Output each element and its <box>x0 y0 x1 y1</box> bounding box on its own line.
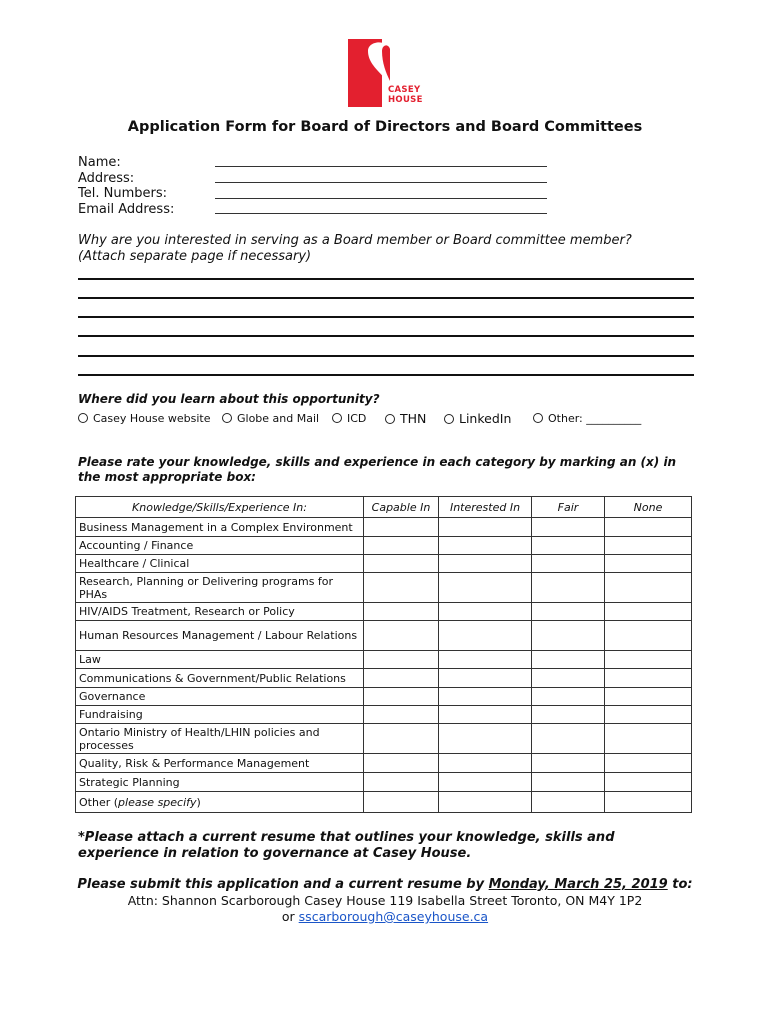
rating-cell-none[interactable] <box>605 773 692 792</box>
deadline-date: Monday, March 25, 2019 <box>488 877 668 892</box>
rating-cell-interested[interactable] <box>439 792 532 813</box>
rating-cell-none[interactable] <box>605 518 692 537</box>
option-globe-and-mail[interactable]: Globe and Mail <box>222 412 319 425</box>
option-thn[interactable]: THN <box>385 411 426 426</box>
rating-cell-interested[interactable] <box>439 773 532 792</box>
rating-cell-fair[interactable] <box>532 792 605 813</box>
interest-question-note: (Attach separate page if necessary) <box>78 249 312 264</box>
category-label: Ontario Ministry of Health/LHIN policies and processes <box>76 724 364 754</box>
logo-wordmark: CASEY HOUSE <box>388 85 423 105</box>
table-row <box>76 518 692 537</box>
radio-circle-icon <box>533 413 543 423</box>
answer-line[interactable] <box>78 278 694 280</box>
rating-cell-none[interactable] <box>605 603 692 621</box>
category-label: Other (please specify) <box>76 792 364 813</box>
header-knowledge: Knowledge/Skills/Experience In: <box>76 497 364 518</box>
rating-cell-interested[interactable] <box>439 555 532 573</box>
radio-circle-icon <box>444 414 454 424</box>
email-field[interactable] <box>215 213 547 214</box>
rating-cell-none[interactable] <box>605 573 692 603</box>
rating-cell-fair[interactable] <box>532 518 605 537</box>
email-label: Email Address: <box>78 202 175 217</box>
table-row <box>76 621 692 651</box>
table-row <box>76 537 692 555</box>
table-header-row <box>76 497 692 518</box>
table-row <box>76 706 692 724</box>
rating-cell-none[interactable] <box>605 537 692 555</box>
table-row <box>76 555 692 573</box>
rating-cell-interested[interactable] <box>439 518 532 537</box>
tel-field[interactable] <box>215 198 547 199</box>
rating-cell-capable[interactable] <box>364 651 439 669</box>
rating-cell-interested[interactable] <box>439 621 532 651</box>
rating-cell-none[interactable] <box>605 621 692 651</box>
category-label: Accounting / Finance <box>76 537 364 555</box>
category-label: Governance <box>76 688 364 706</box>
rating-cell-none[interactable] <box>605 688 692 706</box>
mailing-address: Attn: Shannon Scarborough Casey House 119 Isabella Street Toronto, ON M4Y 1P2 <box>127 893 643 908</box>
option-linkedin[interactable]: LinkedIn <box>444 411 511 426</box>
name-label: Name: <box>78 155 121 170</box>
table-row <box>76 724 692 754</box>
rating-cell-interested[interactable] <box>439 537 532 555</box>
header-fair: Fair <box>532 497 605 518</box>
form-title: Application Form for Board of Directors and Board Committees <box>127 119 643 135</box>
table-row <box>76 773 692 792</box>
rating-cell-capable[interactable] <box>364 773 439 792</box>
category-label: Strategic Planning <box>76 773 364 792</box>
email-contact: or sscarborough@caseyhouse.ca <box>281 909 489 924</box>
rating-cell-fair[interactable] <box>532 537 605 555</box>
rating-cell-interested[interactable] <box>439 573 532 603</box>
learn-question: Where did you learn about this opportunity? <box>78 392 380 406</box>
rating-cell-interested[interactable] <box>439 688 532 706</box>
rating-cell-interested[interactable] <box>439 603 532 621</box>
table-row <box>76 792 692 813</box>
rating-table <box>75 496 692 813</box>
rating-cell-none[interactable] <box>605 754 692 773</box>
header-capable: Capable In <box>364 497 439 518</box>
rating-cell-interested[interactable] <box>439 706 532 724</box>
answer-line[interactable] <box>78 355 694 357</box>
header-interested: Interested In <box>439 497 532 518</box>
rating-cell-capable[interactable] <box>364 669 439 688</box>
option-other[interactable]: Other: __________ <box>533 412 641 425</box>
rating-cell-fair[interactable] <box>532 621 605 651</box>
name-field[interactable] <box>215 166 547 167</box>
rating-cell-capable[interactable] <box>364 792 439 813</box>
table-row <box>76 754 692 773</box>
category-label: Healthcare / Clinical <box>76 555 364 573</box>
resume-note: *Please attach a current resume that outlines your knowledge, skills and experience in relation to governance at Casey House. <box>78 830 615 861</box>
answer-line[interactable] <box>78 316 694 318</box>
rating-cell-fair[interactable] <box>532 651 605 669</box>
category-label: Law <box>76 651 364 669</box>
rating-cell-fair[interactable] <box>532 573 605 603</box>
rating-cell-interested[interactable] <box>439 754 532 773</box>
category-label: Research, Planning or Delivering programs for PHAs <box>76 573 364 603</box>
answer-line[interactable] <box>78 335 694 337</box>
rating-cell-fair[interactable] <box>532 754 605 773</box>
table-row <box>76 651 692 669</box>
rating-cell-capable[interactable] <box>364 518 439 537</box>
category-label: Quality, Risk & Performance Management <box>76 754 364 773</box>
table-row <box>76 688 692 706</box>
rating-cell-capable[interactable] <box>364 688 439 706</box>
rating-cell-capable[interactable] <box>364 724 439 754</box>
radio-circle-icon <box>332 413 342 423</box>
rating-instructions: Please rate your knowledge, skills and experience in each category by marking an (x) in the most appropriate box: <box>78 455 677 484</box>
radio-circle-icon <box>222 413 232 423</box>
answer-line[interactable] <box>78 297 694 299</box>
category-label: Communications & Government/Public Relations <box>76 669 364 688</box>
address-label: Address: <box>78 171 135 186</box>
rating-cell-capable[interactable] <box>364 573 439 603</box>
address-field[interactable] <box>215 182 547 183</box>
rating-cell-fair[interactable] <box>532 688 605 706</box>
rating-cell-fair[interactable] <box>532 669 605 688</box>
submit-instructions: Please submit this application and a current resume by Monday, March 25, 2019 to: <box>77 877 693 892</box>
rating-cell-interested[interactable] <box>439 669 532 688</box>
rating-cell-capable[interactable] <box>364 754 439 773</box>
rating-cell-fair[interactable] <box>532 603 605 621</box>
rating-cell-none[interactable] <box>605 792 692 813</box>
email-link[interactable]: sscarborough@caseyhouse.ca <box>298 909 489 924</box>
option-icd[interactable]: ICD <box>332 412 366 425</box>
answer-line[interactable] <box>78 374 694 376</box>
table-row <box>76 573 692 603</box>
rating-cell-fair[interactable] <box>532 724 605 754</box>
category-label: Business Management in a Complex Environment <box>76 518 364 537</box>
rating-cell-none[interactable] <box>605 669 692 688</box>
option-casey-house-website[interactable]: Casey House website <box>78 412 211 425</box>
table-row <box>76 603 692 621</box>
rating-cell-capable[interactable] <box>364 706 439 724</box>
rating-cell-interested[interactable] <box>439 651 532 669</box>
rating-cell-capable[interactable] <box>364 555 439 573</box>
rating-cell-fair[interactable] <box>532 773 605 792</box>
radio-circle-icon <box>385 414 395 424</box>
rating-cell-fair[interactable] <box>532 555 605 573</box>
category-label: Fundraising <box>76 706 364 724</box>
radio-circle-icon <box>78 413 88 423</box>
rating-cell-none[interactable] <box>605 706 692 724</box>
rating-cell-none[interactable] <box>605 724 692 754</box>
rating-cell-capable[interactable] <box>364 603 439 621</box>
interest-question: Why are you interested in serving as a Board member or Board committee member? <box>78 233 632 248</box>
header-none: None <box>605 497 692 518</box>
rating-cell-interested[interactable] <box>439 724 532 754</box>
rating-cell-capable[interactable] <box>364 537 439 555</box>
category-label: HIV/AIDS Treatment, Research or Policy <box>76 603 364 621</box>
category-label: Human Resources Management / Labour Relations <box>76 621 364 651</box>
rating-cell-fair[interactable] <box>532 706 605 724</box>
rating-cell-none[interactable] <box>605 651 692 669</box>
rating-cell-none[interactable] <box>605 555 692 573</box>
tel-label: Tel. Numbers: <box>78 186 167 201</box>
table-row <box>76 669 692 688</box>
rating-cell-capable[interactable] <box>364 621 439 651</box>
